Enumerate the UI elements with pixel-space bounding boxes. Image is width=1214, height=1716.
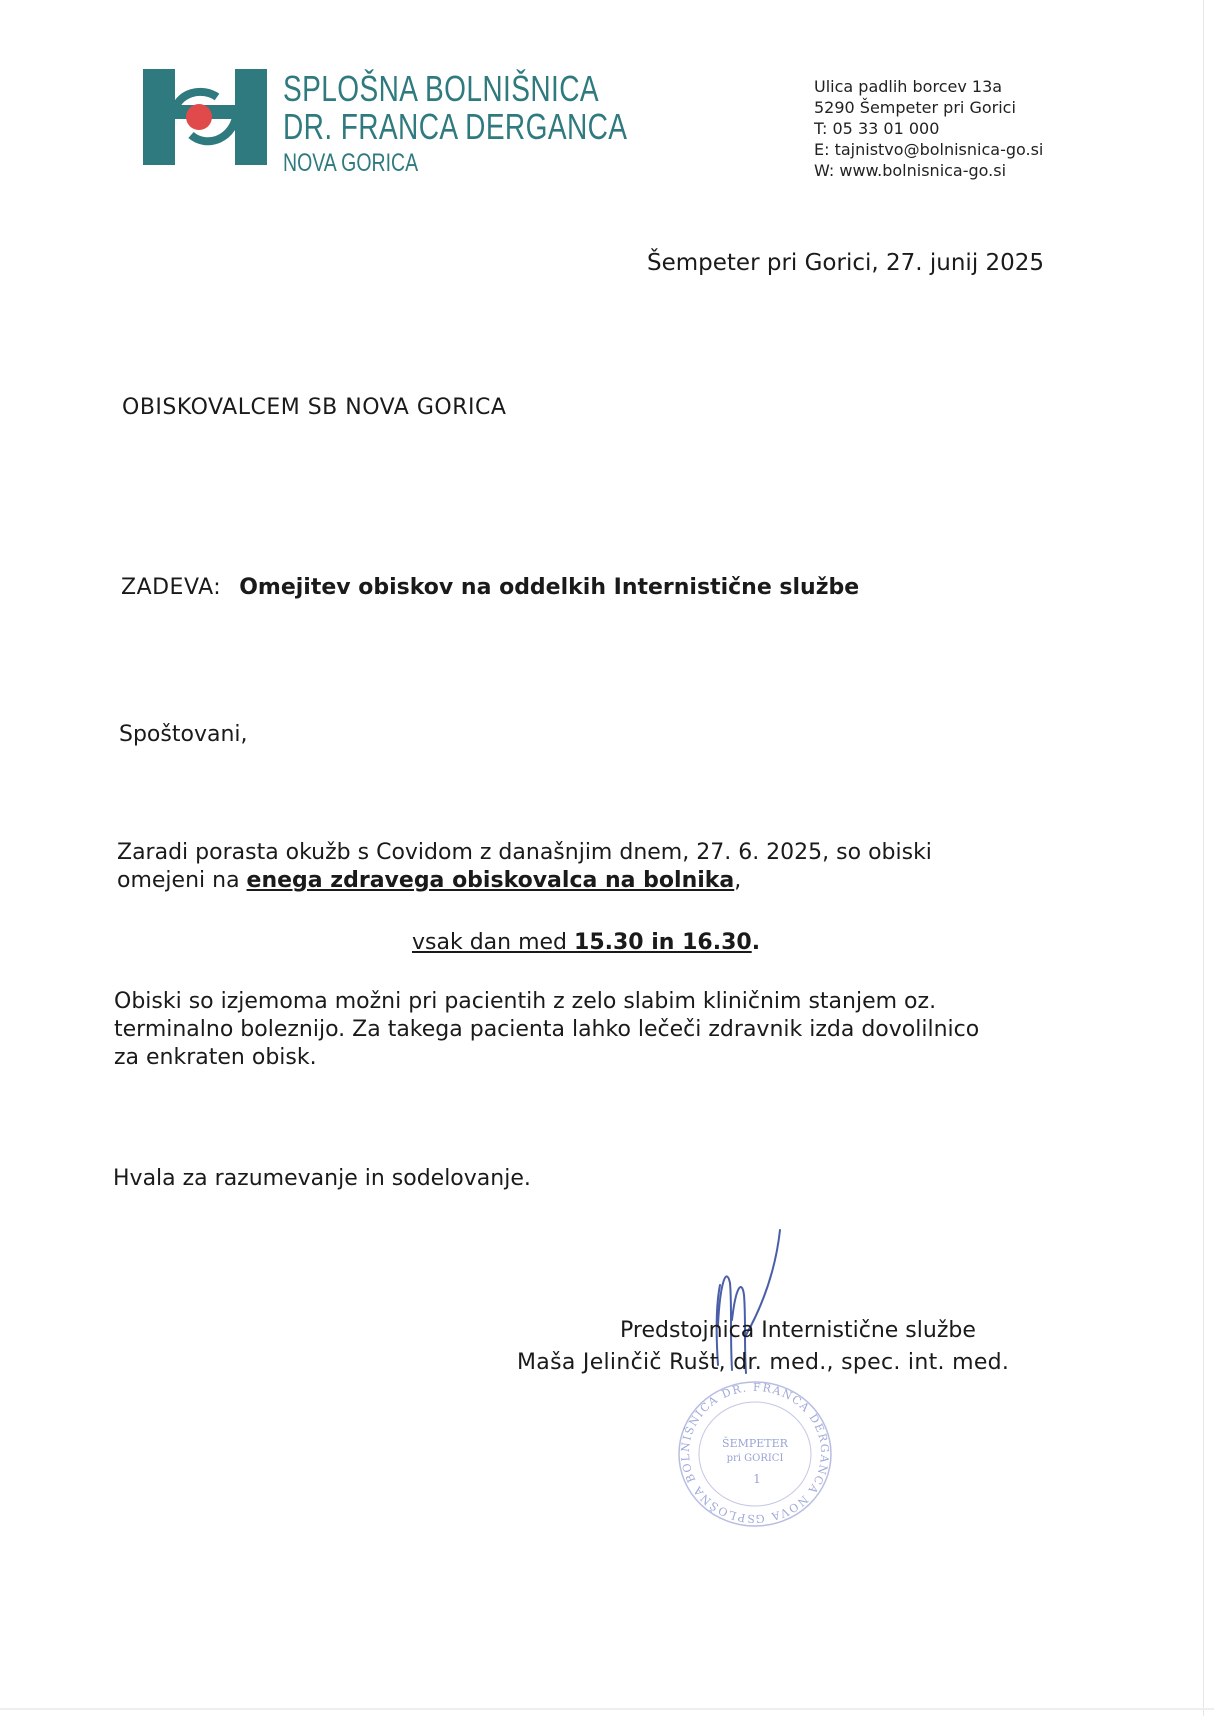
hospital-logo-icon — [143, 69, 267, 165]
text-segment: omejeni na — [117, 868, 247, 893]
signer-title: Predstojnica Internistične službe — [620, 1318, 976, 1343]
paragraph-line — [117, 867, 1057, 895]
paragraph-restriction — [117, 839, 1057, 895]
contact-phone: T: 05 33 01 000 — [814, 119, 940, 138]
org-name-line1: SPLOŠNA BOLNIŠNICA — [283, 68, 600, 109]
scan-bottom-line — [0, 1708, 1214, 1710]
letter-subject — [121, 575, 859, 600]
letter-closing: Hvala za razumevanje in sodelovanje. — [113, 1166, 531, 1191]
contact-info — [814, 76, 1043, 181]
stamp-center-number: 1 — [753, 1472, 761, 1486]
contact-city: 5290 Šempeter pri Gorici — [814, 98, 1016, 117]
paragraph-line: terminalno boleznijo. Za takega pacienta lahko lečeči zdravnik izda dovolilnico — [114, 1017, 980, 1042]
subject-label: ZADEVA: — [121, 575, 222, 600]
subject-text: Omejitev obiskov na oddelkih Internistične službe — [239, 575, 860, 600]
time-range: 15.30 in 16.30 — [574, 930, 752, 955]
paragraph-exceptions — [114, 988, 979, 1072]
organization-name — [283, 70, 627, 180]
paragraph-line: za enkraten obisk. — [114, 1045, 317, 1070]
visiting-time — [412, 930, 760, 955]
stamp-center-line1: ŠEMPETER — [722, 1437, 788, 1450]
contact-street: Ulica padlih borcev 13a — [814, 77, 1003, 96]
paragraph-line: Zaradi porasta okužb s Covidom z današnjim dnem, 27. 6. 2025, so obiski — [117, 840, 932, 865]
contact-web: W: www.bolnisnica-go.si — [814, 161, 1007, 180]
svg-text:SPLOŠNA BOLNIŠNICA DR. FRANCA — [665, 1375, 831, 1525]
official-stamp — [665, 1375, 845, 1533]
letter-greeting: Spoštovani, — [119, 722, 248, 747]
time-prefix: vsak dan med — [412, 930, 575, 955]
contact-email: E: tajnistvo@bolnisnica-go.si — [814, 140, 1044, 159]
signer-name: Maša Jelinčič Rušt, dr. med., spec. int. med. — [517, 1350, 1010, 1375]
stamp-center-line2: pri GORICI — [726, 1453, 784, 1464]
letter-recipient: OBISKOVALCEM SB NOVA GORICA — [122, 395, 507, 420]
org-name-line2: DR. FRANCA DERGANCA — [283, 106, 628, 147]
time-suffix: . — [751, 930, 761, 955]
letter-date: Šempeter pri Gorici, 27. junij 2025 — [647, 250, 1045, 276]
paragraph-line: Obiski so izjemoma možni pri pacientih z zelo slabim kliničnim stanjem oz. — [114, 989, 937, 1014]
text-segment: , — [734, 868, 742, 893]
stamp-ring-text: SPLOŠNA BOLNIŠNICA DR. FRANCA DERGANCA NOVA G — [678, 1380, 832, 1526]
scan-edge-line — [1203, 0, 1204, 1716]
org-name-line3: NOVA GORICA — [283, 149, 419, 177]
emphasized-text: enega zdravega obiskovalca na bolnika — [246, 868, 735, 893]
